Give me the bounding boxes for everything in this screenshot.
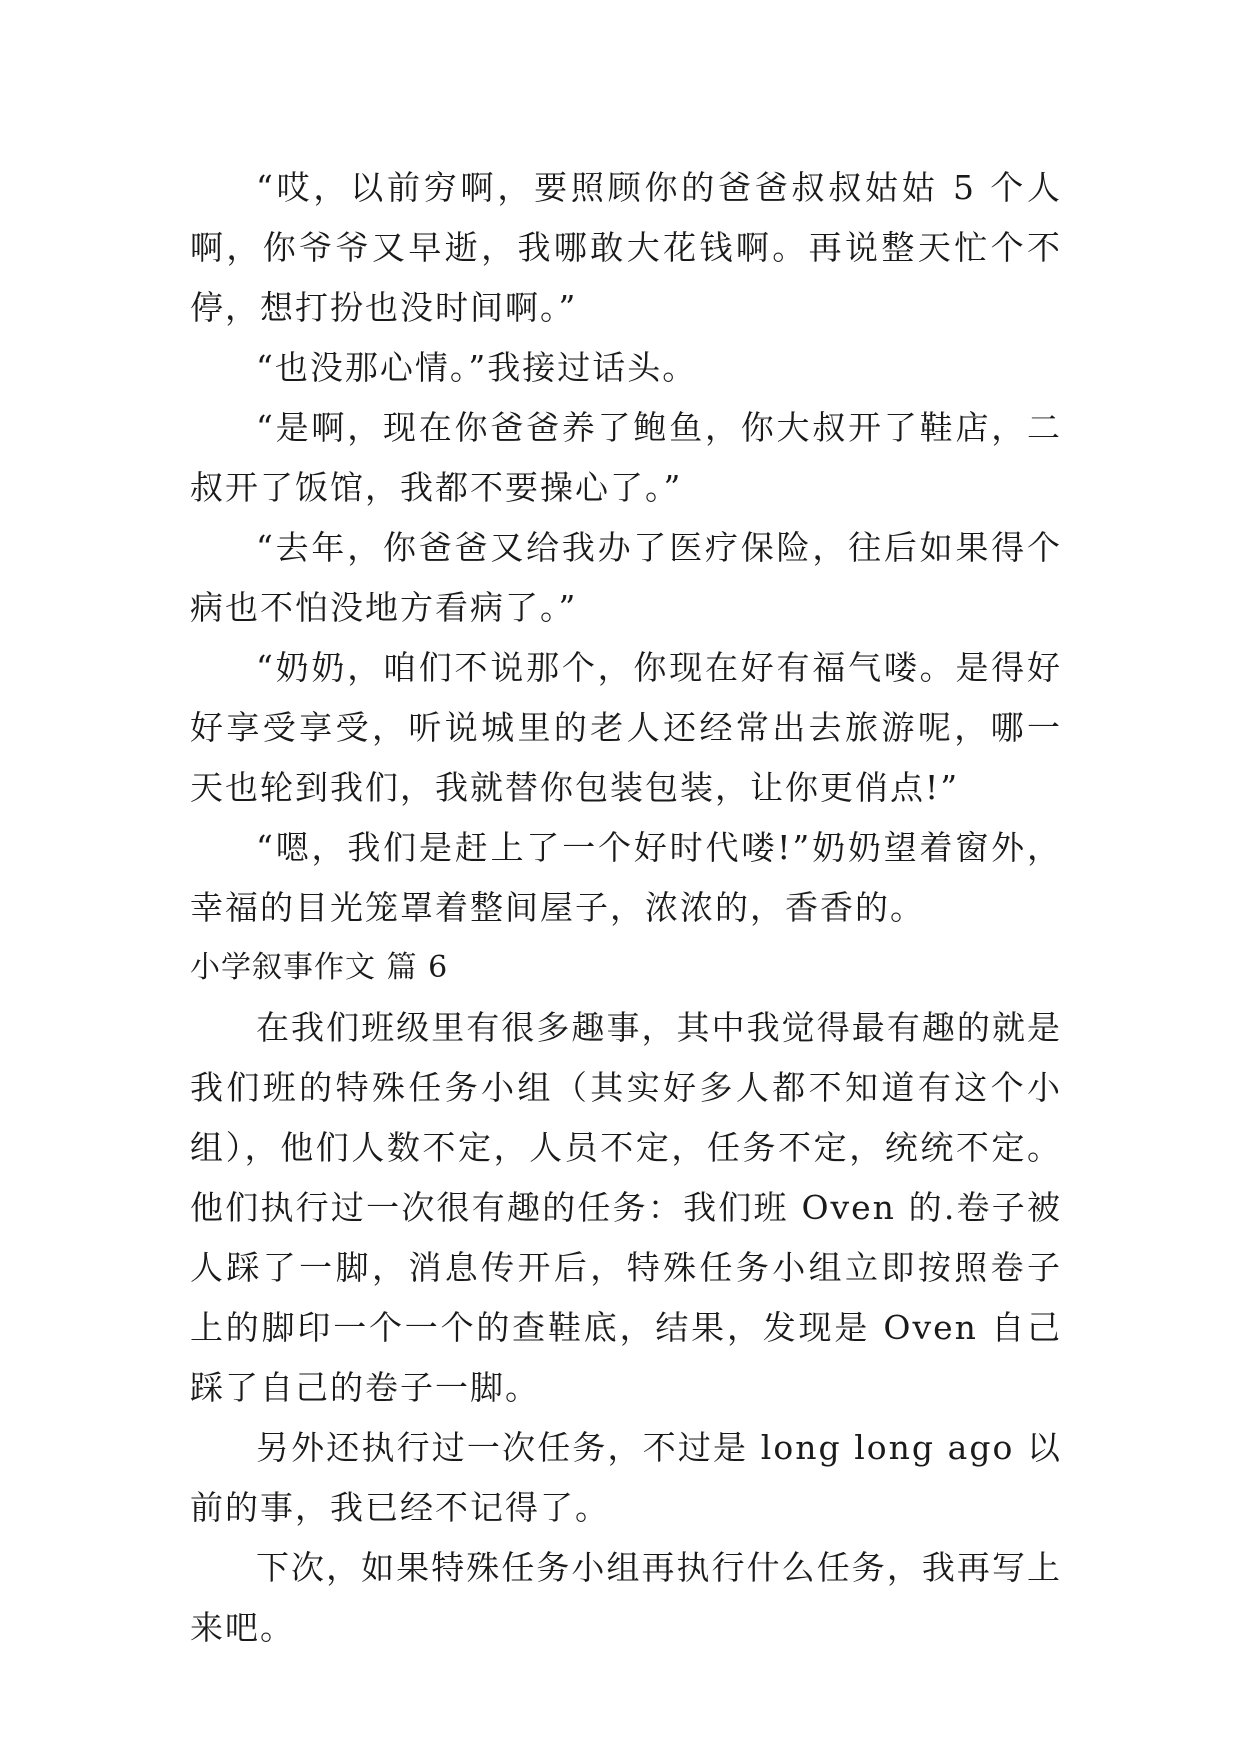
paragraph: “奶奶，咱们不说那个，你现在好有福气喽。是得好好享受享受，听说城里的老人还经常出去旅游呢，哪一天也轮到我们，我就替你包装包装，让你更俏点!” xyxy=(190,648,1062,807)
paragraph: 另外还执行过一次任务，不过是 long long ago 以前的事，我已经不记得了。 xyxy=(190,1428,1062,1527)
paragraph: “嗯，我们是赶上了一个好时代喽!”奶奶望着窗外，幸福的目光笼罩着整间屋子，浓浓的，香香的。 xyxy=(190,828,1062,927)
document-body xyxy=(190,158,1062,1658)
paragraph: 在我们班级里有很多趣事，其中我觉得最有趣的就是我们班的特殊任务小组（其实好多人都不知道有这个小组），他们人数不定，人员不定，任务不定，统统不定。他们执行过一次很有趣的任务：我们班 Oven 的.卷子被人踩了一脚，消息传开后，特殊任务小组立即按照卷子上的脚印一个一个的查鞋底，结果，发现是 Oven 自己踩了自己的卷子一脚。 xyxy=(190,1008,1062,1407)
paragraph: “也没那心情。”我接过话头。 xyxy=(256,348,698,387)
paragraph: 下次，如果特殊任务小组再执行什么任务，我再写上来吧。 xyxy=(190,1548,1062,1647)
paragraph: “哎，以前穷啊，要照顾你的爸爸叔叔姑姑 5 个人啊，你爷爷又早逝，我哪敢大花钱啊。再说整天忙个不停，想打扮也没时间啊。” xyxy=(190,168,1062,327)
paragraph: “去年，你爸爸又给我办了医疗保险，往后如果得个病也不怕没地方看病了。” xyxy=(190,528,1062,627)
paragraph: “是啊，现在你爸爸养了鲍鱼，你大叔开了鞋店，二叔开了饭馆，我都不要操心了。” xyxy=(190,408,1062,507)
section-heading: 小学叙事作文 篇 6 xyxy=(190,950,449,985)
